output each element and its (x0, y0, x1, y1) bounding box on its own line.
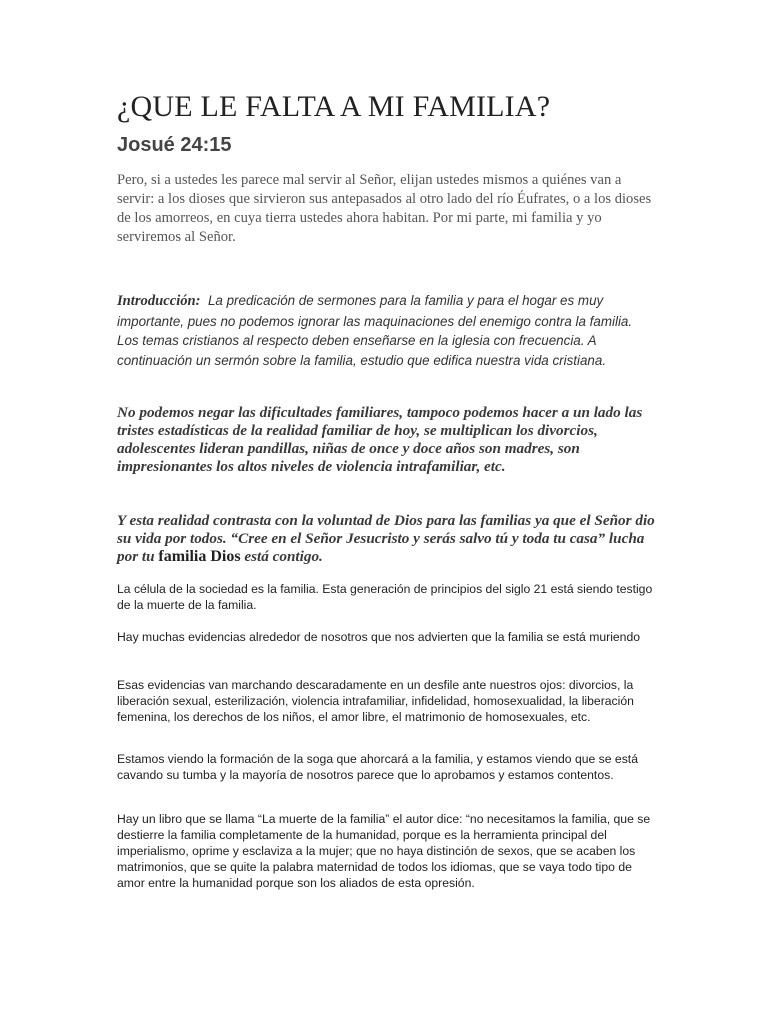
body-paragraph-5: Hay un libro que se llama “La muerte de la familia” el autor dice: “no necesitamos la familia, que se destierre la familia completamente de la humanidad, porque es la herramienta principal del imperialismo, oprime y esclaviza a la mujer; que no haya distinción de sexos, que se acaben los matrimonios, que se quite la palabra maternidad de todos los idiomas, que se vaya todo tipo de amor entre la humanidad porque son los aliados de esta opresión. (117, 812, 651, 890)
emphasis-paragraph-2 (117, 512, 662, 566)
introduction (117, 291, 647, 370)
document-title: ¿QUE LE FALTA A MI FAMILIA? (117, 90, 551, 123)
bible-verse: Pero, si a ustedes les parece mal servir al Señor, elijan ustedes mismos a quiénes van a servir: a los dioses que sirvieron sus antepasados al otro lado del río Éufrates, o a los dioses de los amorreos, en cuya tierra ustedes ahora habitan. Por mi parte, mi familia y yo serviremos al Señor. (117, 172, 652, 245)
introduction-lead: Introducción: (117, 293, 201, 309)
body-paragraph-1: La célula de la sociedad es la familia. Esta generación de principios del siglo 21 está siendo testigo de la muerte de la familia. (117, 582, 653, 612)
body-paragraph-4: Estamos viendo la formación de la soga que ahorcará a la familia, y estamos viendo que se está cavando su tumba y la mayoría de nosotros parece que lo aprobamos y estamos contentos. (117, 752, 638, 782)
emphasis-paragraph-1: No podemos negar las dificultades familiares, tampoco podemos hacer a un lado las tristes estadísticas de la realidad familiar de hoy, se multiplican los divorcios, adolescentes lideran pandillas, niñas de once y doce años son madres, son impresionantes los altos niveles de violencia intrafamiliar, etc. (117, 404, 643, 475)
body-paragraph-2: Hay muchas evidencias alrededor de nosotros que nos advierten que la familia se está muriendo (117, 630, 641, 644)
introduction-text: La predicación de sermones para la familia y para el hogar es muy importante, pues no podemos ignorar las maquinaciones del enemigo contra la familia. Los temas cristianos al respecto deben enseñarse en la iglesia con frecuencia. A continuación un sermón sobre la familia, estudio que edifica nuestra vida cristiana. (117, 293, 633, 368)
bible-reference: Josué 24:15 (117, 134, 232, 156)
emphasis-phrase: familia Dios (158, 548, 241, 565)
emphasis-paragraph-2-part2: está contigo. (240, 548, 323, 565)
body-paragraph-3: Esas evidencias van marchando descaradamente en un desfile ante nuestros ojos: divorcios, la liberación sexual, esterilización, violencia intrafamiliar, infidelidad, homosexualidad, la liberación femenina, los derechos de los niños, el amor libre, el matrimonio de homosexuales, etc. (117, 678, 634, 724)
emphasis-paragraph-2-part1: Y esta realidad contrasta con la voluntad de Dios para las familias ya que el Señor dio su vida por todos. “Cree en el Señor Jesucristo y serás salvo tú y toda tu casa” lucha por tu (117, 512, 655, 565)
